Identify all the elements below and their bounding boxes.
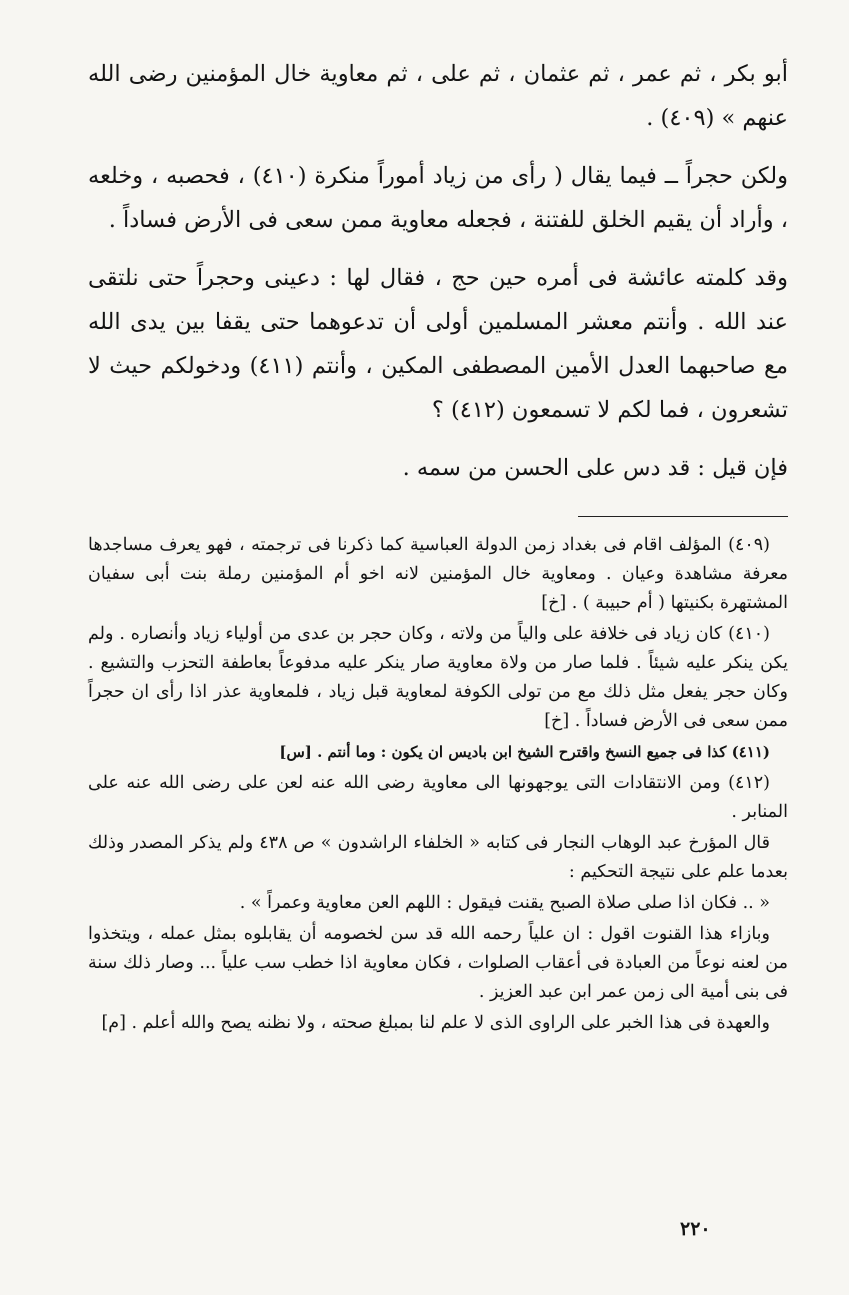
main-paragraph-2: ولكن حجراً ــ فيما يقال ( رأى من زياد أموراً منكرة (٤١٠) ، فحصبه ، وخلعه ، وأراد أن يقيم الخلق للفتنة ، فجعله معاوية ممن سعى فى الأرض فساداً .: [88, 163, 788, 233]
footnote-411: (٤١١) كذا فى جميع النسخ واقترح الشيخ ابن باديس ان يكون : وما أنتم . [س]: [279, 743, 770, 761]
main-paragraph-3: وقد كلمته عائشة فى أمره حين حج ، فقال لها : دعينى وحجراً حتى نلتقى عند الله . وأنتم معشر المسلمين أولى أن تدعوهما حتى يقفا بين يدى الله مع صاحبهما العدل الأمين المصطفى المكين ، وأنتم (٤١١) ودخولكم حيث لا تشعرون ، فما لكم لا تسمعون (٤١٢) ؟: [88, 265, 788, 423]
footnotes: [88, 531, 788, 1038]
document-page: [88, 52, 788, 1040]
main-paragraph-1: أبو بكر ، ثم عمر ، ثم عثمان ، ثم على ، ثم معاوية خال المؤمنين رضى الله عنهم » (٤٠٩) .: [88, 61, 788, 131]
footnote-412-commentary: وبازاء هذا القنوت اقول : ان علياً رحمه الله قد سن لخصومه أن يقابلوه بمثل عمله ، ويتخذوا من لعنه نوعاً من العبادة فى أعقاب الصلوات ، فكان معاوية اذا خطب سب علياً ... وصار ذلك سنة فى بنى أمية الى زمن عمر ابن عبد العزيز .: [88, 924, 788, 1002]
footnote-412: (٤١٢) ومن الانتقادات التى يوجهونها الى معاوية رضى الله عنه لعن على رضى الله عنه على المنابر .: [88, 773, 788, 822]
footnote-409: (٤٠٩) المؤلف اقام فى بغداد زمن الدولة العباسية كما ذكرنا فى ترجمته ، فهو يعرف مساجدها معرفة مشاهدة وعيان . ومعاوية خال المؤمنين لانه اخو أم المؤمنين رملة بنت أبى سفيان المشتهرة بكنيتها ( أم حبيبة ) . [خ]: [88, 535, 788, 613]
page-number: ٢٢٠: [680, 1218, 711, 1240]
footnote-412-quote: « .. فكان اذا صلى صلاة الصبح يقنت فيقول : اللهم العن معاوية وعمراً » .: [239, 893, 770, 913]
footnote-divider: [578, 516, 788, 517]
footnote-412-conclusion: والعهدة فى هذا الخبر على الراوى الذى لا علم لنا بمبلغ صحته ، ولا نظنه يصح والله أعلم . [م]: [101, 1013, 770, 1033]
main-paragraph-4: فإن قيل : قد دس على الحسن من سمه .: [402, 455, 788, 481]
main-text: [88, 52, 788, 490]
footnote-410: (٤١٠) كان زياد فى خلافة على والياً من ولاته ، وكان حجر بن عدى من أولياء زياد وأنصاره . ولم يكن ينكر عليه شيئاً . فلما صار من ولاة معاوية صار ينكر عليه مدفوعاً بعاطفة التحزب والتشيع . وكان حجر يفعل مثل ذلك مع من تولى الكوفة لمعاوية قبل زياد ، فلمعاوية عذر اذا رأى ان حجراً ممن سعى فى الأرض فساداً . [خ]: [88, 624, 788, 731]
footnote-412-citation: قال المؤرخ عبد الوهاب النجار فى كتابه « الخلفاء الراشدون » ص ٤٣٨ ولم يذكر المصدر وذلك بعدما علم على نتيجة التحكيم :: [88, 833, 788, 882]
